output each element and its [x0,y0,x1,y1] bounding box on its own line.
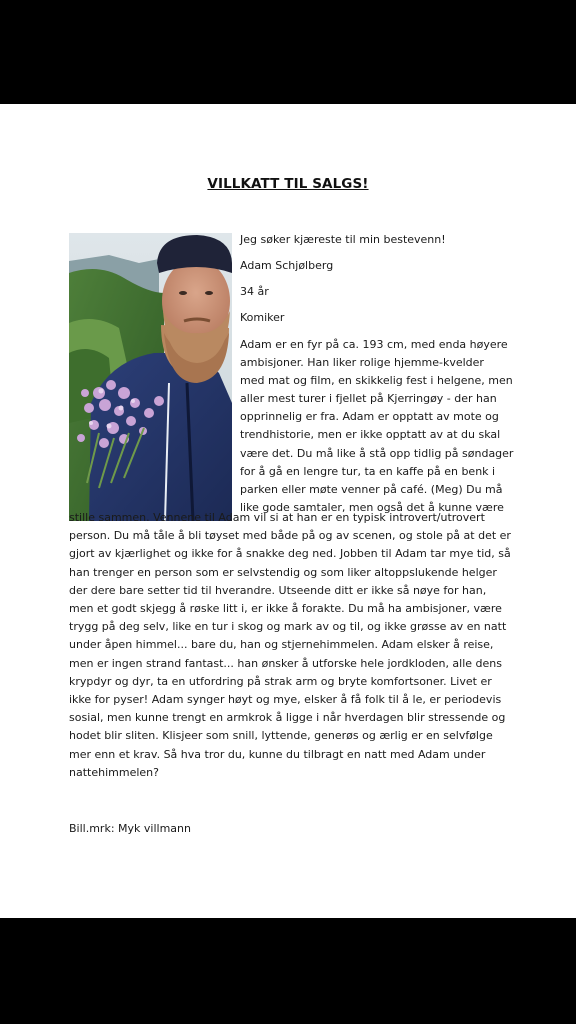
text-line: krypdyr og dyr, ta en utfordring på strak arm og bryte komfortsoner. Livet er [69,674,492,688]
text-line: men er ingen strand fantast... han ønsker å utforske hele jordkloden, alle dens [69,656,503,670]
person-name: Adam Schjølberg [240,259,334,272]
signature: Bill.mrk: Myk villmann [69,822,191,835]
text-line: sosial, men kunne trengt en armkrok å ligge i når hverdagen blir stressende og [69,711,506,725]
text-line: hodet blir sliten. Klisjeer som snill, lyttende, generøs og ærlig er en selvfølge [69,729,493,743]
text-line: aller mest turer i fjellet på Kjerringøy - der han [240,392,497,406]
intro-headline: Jeg søker kjæreste til min bestevenn! [240,233,446,246]
profile-photo [69,233,232,521]
body-paragraph-wrapped [240,336,514,517]
text-line: person. Du må tåle å bli tøyset med både på og av scenen, og stole på at det er [69,529,511,543]
text-line: trygg på deg selv, like en tur i skog og mark av og til, og ikke grøsse av en natt [69,620,507,634]
body-paragraph-full [69,509,519,782]
person-occupation: Komiker [240,311,285,324]
text-line: mer enn et krav. Så hva tror du, kunne du tilbragt en natt med Adam under [69,747,486,761]
text-line: for å gå en lengre tur, ta en kaffe på en benk i [240,464,496,478]
page-title: VILLKATT TIL SALGS! [207,176,369,192]
text-line: nattehimmelen? [69,765,159,779]
text-line: være det. Du må like å stå opp tidlig på søndager [240,446,514,460]
document-page [0,104,576,918]
intro-block [240,227,515,331]
text-line: Adam er en fyr på ca. 193 cm, med enda høyere [240,338,508,351]
text-line: parken eller møte venner på café. (Meg) Du må [240,482,503,496]
text-line: like gode samtaler, men også det å kunne være [240,500,504,514]
text-line: stille sammen. Vennene til Adam vil si at han er en typisk introvert/utrovert [69,511,485,524]
text-line: opprinnelig er fra. Adam er opptatt av mote og [240,410,499,424]
text-line: ikke for pyser! Adam synger høyt og mye, elsker å få folk til å le, er periodevis [69,693,502,707]
text-line: men et godt skjegg å røske litt i, er ikke å forakte. Du må ha ambisjoner, være [69,602,502,616]
text-line: trendhistorie, men er ikke opptatt av at du skal [240,428,501,442]
text-line: gjort av kjærlighet og ikke for å snakke deg ned. Jobben til Adam tar mye tid, så [69,547,511,561]
person-age: 34 år [240,285,269,298]
text-line: der dere bare setter tid til hverandre. Utseende ditt er ikke så nøye for han, [69,583,487,597]
text-line: med mat og film, en skikkelig fest i helgene, men [240,374,513,388]
text-line: under åpen himmel... bare du, han og stjernehimmelen. Adam elsker å reise, [69,638,494,652]
text-line: han trenger en person som er selvstendig og som liker altoppslukende helger [69,565,497,579]
text-line: ambisjoner. Han liker rolige hjemme-kvelder [240,356,484,370]
